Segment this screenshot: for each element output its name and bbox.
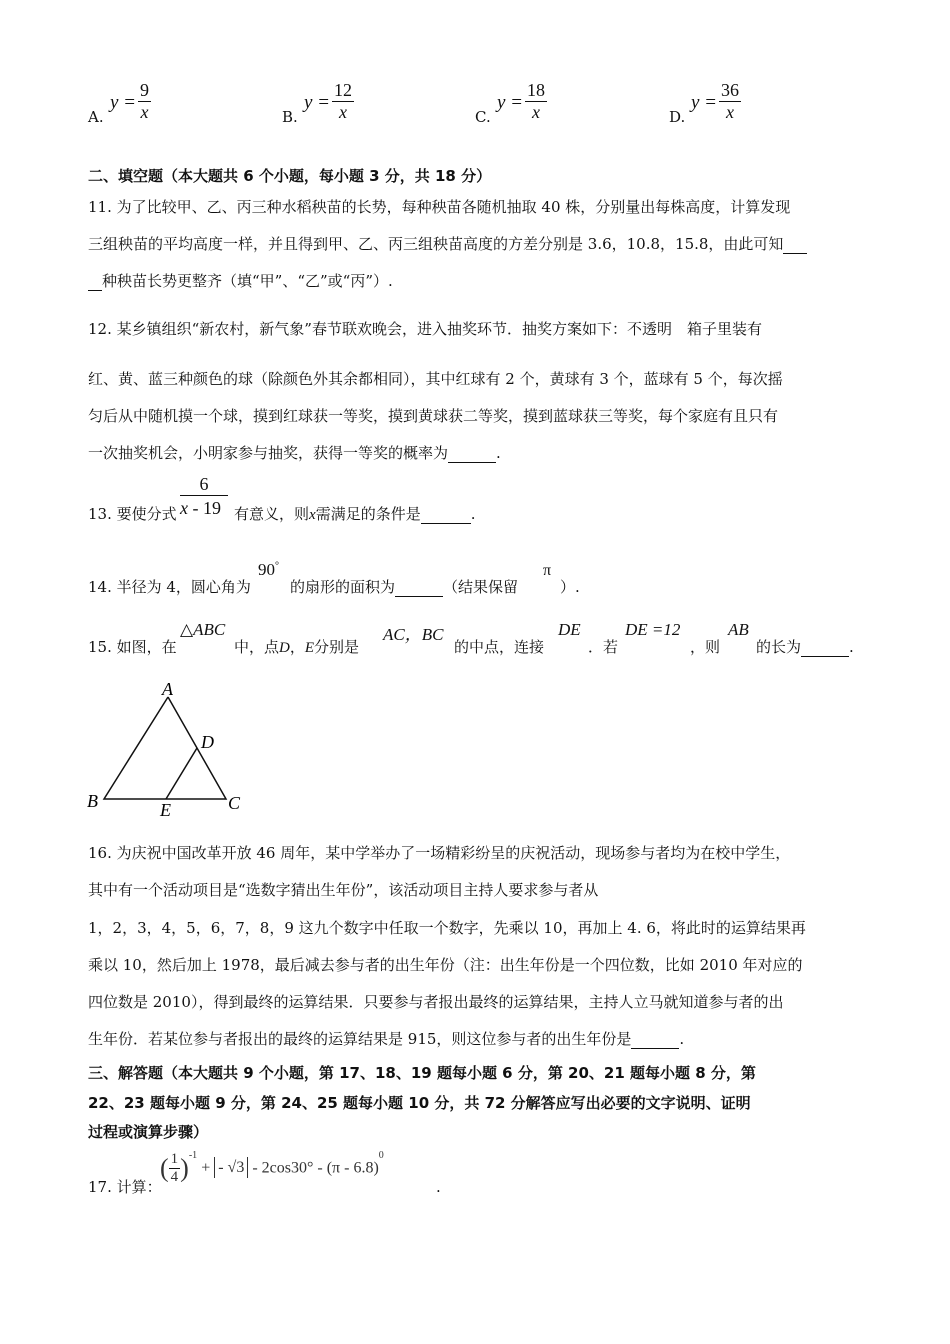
option-lhs: y = bbox=[497, 92, 524, 113]
q12-text: 一次抽奖机会，小明家参与抽奖，获得一等奖的概率为 bbox=[88, 444, 449, 462]
q12-line-3: 匀后从中随机摸一个球，摸到红球获一等奖，摸到黄球获二等奖，摸到蓝球获三等奖，每个家庭有且只有 bbox=[88, 407, 779, 425]
q15-triangle: △ABC bbox=[180, 620, 226, 639]
vertex-label-e: E bbox=[160, 800, 171, 820]
option-lhs: y = bbox=[691, 92, 718, 113]
option-numerator: 18 bbox=[527, 80, 545, 100]
option-denominator: x bbox=[719, 101, 741, 123]
answer-blank bbox=[801, 638, 849, 657]
q15-mid5: ，则 bbox=[690, 638, 721, 656]
option-fraction bbox=[719, 80, 741, 123]
q13-numerator: 6 bbox=[199, 474, 209, 494]
q16-line-2: 其中有一个活动项目是“选数字猜出生年份”，该活动项目主持人要求参与者从 bbox=[88, 881, 599, 899]
q15-pre: 15. 如图，在 bbox=[88, 638, 177, 656]
segment-de bbox=[166, 748, 197, 799]
q11-text: 三组秧苗的平均高度一样，并且得到甲、乙、丙三组秧苗高度的方差分别是 3.6，10.8，15.8，由此可知 bbox=[88, 235, 784, 253]
answer-blank bbox=[631, 1030, 679, 1049]
option-fraction bbox=[138, 80, 151, 123]
q16-line-5: 四位数是 2010），得到最终的运算结果．只要参与者报出最终的运算结果，主持人立马就知道参与者的出 bbox=[88, 993, 784, 1011]
q11-line-2 bbox=[88, 233, 807, 254]
q14-rest: 的扇形的面积为 （结果保留 bbox=[290, 578, 519, 596]
option-label: C. bbox=[475, 108, 491, 126]
answer-blank bbox=[421, 505, 471, 524]
q13-fraction bbox=[180, 474, 228, 519]
q13-pre: 13. 要使分式 bbox=[88, 505, 177, 523]
q16-line-6: 生年份．若某位参与者报出的最终的运算结果是 915，则这位参与者的出生年份是 . bbox=[88, 1030, 685, 1048]
option-denominator: x bbox=[525, 101, 547, 123]
q15-DE: DE bbox=[558, 620, 581, 639]
answer-blank bbox=[88, 272, 102, 291]
q15-end: 的长为 . bbox=[756, 638, 854, 656]
option-fraction bbox=[525, 80, 547, 123]
q13-denominator: x - 19 bbox=[180, 495, 228, 519]
q16-line-4: 乘以 10，然后加上 1978，最后减去参与者的出生年份（注：出生年份是一个四位数，比如 2010 年对应的 bbox=[88, 956, 803, 974]
q15-mid: 中，点D，E分别是 bbox=[234, 638, 360, 656]
section-3-heading-line-3: 过程或演算步骤） bbox=[88, 1123, 209, 1141]
q15-sides: AC，BC bbox=[383, 625, 444, 644]
q12-line-4: 一次抽奖机会，小明家参与抽奖，获得一等奖的概率为 . bbox=[88, 444, 501, 462]
triangle-figure bbox=[80, 675, 250, 825]
q17-end: . bbox=[436, 1178, 441, 1196]
q15-AB: AB bbox=[728, 620, 749, 639]
q17-expression: ( $\frac{1}{4}$ )$^{-1}$ + - √3 - 2cos30° - (π - 6.8)$^0$ bbox=[160, 1150, 384, 1185]
q14-line: 14. 半径为 4，圆心角为 bbox=[88, 578, 251, 596]
answer-blank bbox=[448, 444, 496, 463]
option-label: B. bbox=[282, 108, 298, 126]
q14-angle: 90° bbox=[258, 560, 279, 579]
q15-equation: DE =12 bbox=[625, 620, 681, 639]
option-denominator: x bbox=[138, 101, 151, 123]
answer-blank bbox=[783, 235, 807, 254]
q11-line-3 bbox=[88, 270, 393, 291]
q12-line-1: 12. 某乡镇组织“新农村，新气象”春节联欢晚会，进入抽奖环节．抽奖方案如下：不透明 箱子里装有 bbox=[88, 320, 762, 338]
q16-line-1: 16. 为庆祝中国改革开放 46 周年，某中学举办了一场精彩纷呈的庆祝活动，现场参与者均为在校中学生， bbox=[88, 844, 791, 862]
vertex-label-a: A bbox=[162, 679, 173, 699]
section-2-heading: 二、填空题（本大题共 6 个小题，每小题 3 分，共 18 分） bbox=[88, 167, 492, 185]
option-denominator: x bbox=[332, 101, 354, 123]
q15-mid3: 的中点，连接 bbox=[454, 638, 545, 656]
section-3-heading-line-2: 22、23 题每小题 9 分，第 24、25 题每小题 10 分，共 72 分解答应写出必要的文字说明、证明 bbox=[88, 1094, 751, 1112]
q11-text: 种秧苗长势更整齐（填“甲”、“乙”或“丙”）. bbox=[102, 272, 393, 290]
q16-line-3: 1，2，3，4，5，6，7，8，9 这九个数字中任取一个数字，先乘以 10，再加上 4. 6，将此时的运算结果再 bbox=[88, 919, 806, 937]
option-numerator: 36 bbox=[721, 80, 739, 100]
option-lhs: y = bbox=[304, 92, 331, 113]
q14-pi: π bbox=[543, 562, 552, 579]
option-numerator: 9 bbox=[140, 80, 149, 100]
q13-rest: 有意义，则x需满足的条件是 . bbox=[234, 505, 476, 523]
option-label: D. bbox=[669, 108, 686, 126]
option-numerator: 12 bbox=[334, 80, 352, 100]
q12-line-2: 红、黄、蓝三种颜色的球（除颜色外其余都相同），其中红球有 2 个，黄球有 3 个，蓝球有 5 个，每次摇 bbox=[88, 370, 783, 388]
q17-pre: 17. 计算： bbox=[88, 1178, 162, 1196]
option-lhs: y = bbox=[110, 92, 137, 113]
option-label: A. bbox=[88, 108, 104, 126]
vertex-label-d: D bbox=[201, 732, 214, 752]
answer-blank bbox=[395, 578, 443, 597]
section-3-heading-line-1: 三、解答题（本大题共 9 个小题，第 17、18、19 题每小题 6 分，第 20、21 题每小题 8 分，第 bbox=[88, 1064, 756, 1082]
q13-line bbox=[88, 503, 177, 524]
vertex-label-b: B bbox=[87, 791, 98, 811]
q11-line-1: 11. 为了比较甲、乙、丙三种水稻秧苗的长势，每种秧苗各随机抽取 40 株，分别量出每株高度，计算发现 bbox=[88, 198, 791, 216]
q14-end: ）. bbox=[560, 578, 580, 596]
q15-mid4: ．若 bbox=[588, 638, 619, 656]
option-fraction bbox=[332, 80, 354, 123]
vertex-label-c: C bbox=[228, 793, 241, 813]
